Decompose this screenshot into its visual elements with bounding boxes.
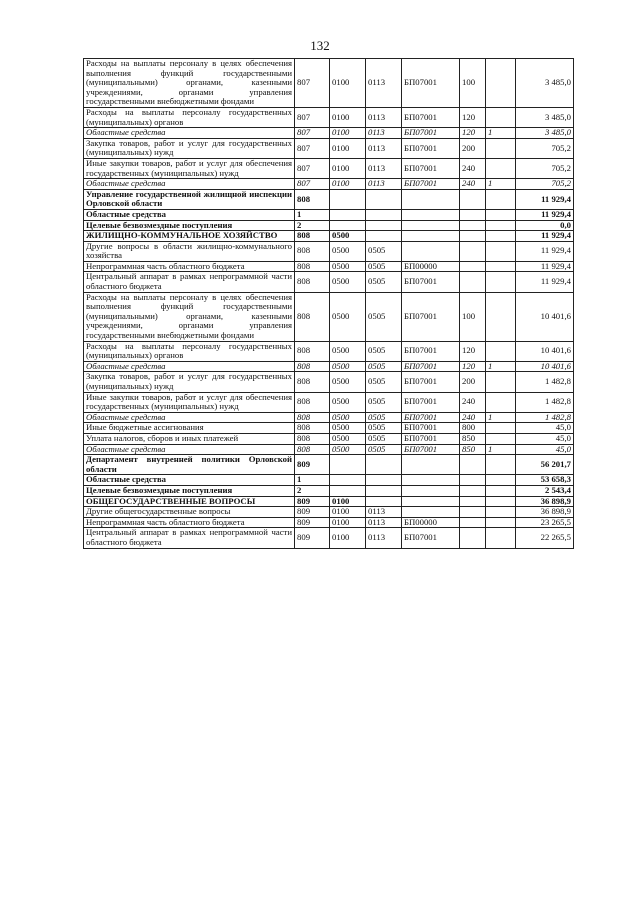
cell-amount: 11 929,4 [516,189,574,209]
cell-row-name: Иные закупки товаров, работ и услуг для обеспечения государственных (муниципальных) нужд [84,392,295,412]
cell-source-code: 1 [486,128,516,139]
cell-amount: 3 485,0 [516,59,574,108]
cell-source-code [486,455,516,475]
cell-subsection-code: 0505 [366,292,402,341]
cell-source-code [486,261,516,272]
table-row [84,209,574,220]
table-row [84,231,574,242]
cell-target-article: БП07001 [402,107,460,127]
cell-amount: 36 898,9 [516,496,574,507]
table-row [84,138,574,158]
cell-row-name: Иные бюджетные ассигнования [84,423,295,434]
cell-ministry-code: 807 [295,128,330,139]
cell-target-article [402,209,460,220]
cell-source-code [486,475,516,486]
cell-source-code [486,372,516,392]
cell-subsection-code: 0113 [366,107,402,127]
cell-section-code: 0500 [330,231,366,242]
table-row [84,220,574,231]
cell-row-name: Областные средства [84,209,295,220]
cell-target-article: БП07001 [402,272,460,292]
cell-section-code: 0100 [330,528,366,548]
cell-source-code [486,241,516,261]
cell-source-code [486,507,516,518]
cell-target-article [402,220,460,231]
cell-expense-type [460,496,486,507]
cell-expense-type [460,189,486,209]
cell-expense-type [460,220,486,231]
cell-row-name: Другие вопросы в области жилищно-коммунального хозяйства [84,241,295,261]
cell-ministry-code: 807 [295,138,330,158]
cell-target-article [402,485,460,496]
cell-target-article: БП07001 [402,138,460,158]
cell-row-name: Центральный аппарат в рамках непрограммной части областного бюджета [84,528,295,548]
cell-source-code [486,433,516,444]
cell-subsection-code [366,485,402,496]
cell-subsection-code [366,496,402,507]
cell-row-name: Уплата налогов, сборов и иных платежей [84,433,295,444]
cell-source-code: 1 [486,444,516,455]
cell-expense-type [460,209,486,220]
cell-subsection-code: 0505 [366,372,402,392]
cell-expense-type: 100 [460,59,486,108]
cell-target-article: БП07001 [402,158,460,178]
table-row [84,158,574,178]
cell-ministry-code: 807 [295,158,330,178]
cell-ministry-code: 809 [295,496,330,507]
cell-subsection-code: 0505 [366,241,402,261]
cell-source-code [486,485,516,496]
cell-amount: 0,0 [516,220,574,231]
cell-source-code: 1 [486,179,516,190]
table-row [84,361,574,372]
cell-target-article: БП07001 [402,392,460,412]
cell-section-code: 0100 [330,158,366,178]
cell-target-article: БП07001 [402,412,460,423]
cell-target-article: БП07001 [402,423,460,434]
cell-target-article [402,189,460,209]
cell-target-article: БП07001 [402,528,460,548]
cell-subsection-code: 0505 [366,272,402,292]
cell-subsection-code [366,475,402,486]
cell-row-name: Расходы на выплаты персоналу в целях обеспечения выполнения функций государственными (муниципальными) органами, казенными учреждениями, органами управления государственными внебюджетными фондами [84,292,295,341]
cell-amount: 705,2 [516,179,574,190]
cell-ministry-code: 1 [295,209,330,220]
cell-ministry-code: 808 [295,412,330,423]
cell-expense-type [460,517,486,528]
table-row [84,107,574,127]
table-row [84,485,574,496]
cell-source-code [486,158,516,178]
cell-subsection-code [366,231,402,242]
cell-expense-type [460,528,486,548]
cell-expense-type: 100 [460,292,486,341]
cell-row-name: Закупка товаров, работ и услуг для государственных (муниципальных) нужд [84,138,295,158]
cell-section-code: 0500 [330,433,366,444]
table-row [84,189,574,209]
cell-target-article [402,475,460,486]
table-row [84,444,574,455]
table-row [84,496,574,507]
cell-subsection-code: 0505 [366,433,402,444]
cell-subsection-code: 0505 [366,261,402,272]
cell-expense-type: 120 [460,128,486,139]
cell-row-name: Непрограммная часть областного бюджета [84,517,295,528]
cell-section-code: 0100 [330,517,366,528]
cell-source-code [486,189,516,209]
cell-target-article: БП07001 [402,59,460,108]
cell-amount: 11 929,4 [516,261,574,272]
cell-expense-type [460,475,486,486]
cell-ministry-code: 808 [295,392,330,412]
cell-section-code: 0500 [330,272,366,292]
cell-source-code [486,209,516,220]
cell-target-article: БП07001 [402,128,460,139]
cell-expense-type [460,507,486,518]
cell-row-name: Областные средства [84,475,295,486]
cell-section-code: 0500 [330,241,366,261]
cell-amount: 11 929,4 [516,272,574,292]
cell-ministry-code: 809 [295,517,330,528]
table-row [84,528,574,548]
cell-source-code [486,272,516,292]
cell-amount: 2 543,4 [516,485,574,496]
cell-amount: 3 485,0 [516,107,574,127]
cell-row-name: Расходы на выплаты персоналу в целях обеспечения выполнения функций государственными (муниципальными) органами, казенными учреждениями, органами управления государственными внебюджетными фондами [84,59,295,108]
table-row [84,423,574,434]
cell-row-name: Закупка товаров, работ и услуг для государственных (муниципальных) нужд [84,372,295,392]
cell-section-code: 0100 [330,138,366,158]
cell-expense-type [460,231,486,242]
cell-source-code [486,107,516,127]
cell-amount: 10 401,6 [516,292,574,341]
cell-expense-type: 240 [460,392,486,412]
cell-expense-type: 120 [460,361,486,372]
cell-amount: 1 482,8 [516,392,574,412]
cell-section-code: 0100 [330,179,366,190]
cell-section-code: 0500 [330,444,366,455]
cell-subsection-code: 0113 [366,59,402,108]
cell-ministry-code: 808 [295,444,330,455]
cell-subsection-code: 0113 [366,138,402,158]
table-row [84,455,574,475]
cell-section-code [330,485,366,496]
cell-section-code: 0500 [330,261,366,272]
cell-target-article: БП00000 [402,261,460,272]
cell-target-article [402,241,460,261]
cell-expense-type: 850 [460,444,486,455]
cell-row-name: ЖИЛИЩНО-КОММУНАЛЬНОЕ ХОЗЯЙСТВО [84,231,295,242]
cell-target-article: БП07001 [402,179,460,190]
cell-source-code [486,231,516,242]
cell-amount: 56 201,7 [516,455,574,475]
cell-expense-type: 240 [460,158,486,178]
cell-amount: 22 265,5 [516,528,574,548]
cell-expense-type: 120 [460,341,486,361]
cell-section-code: 0100 [330,496,366,507]
cell-amount: 3 485,0 [516,128,574,139]
cell-ministry-code: 808 [295,261,330,272]
cell-section-code: 0500 [330,292,366,341]
cell-row-name: Непрограммная часть областного бюджета [84,261,295,272]
cell-subsection-code: 0113 [366,528,402,548]
cell-target-article [402,496,460,507]
cell-ministry-code: 808 [295,372,330,392]
cell-amount: 705,2 [516,138,574,158]
cell-target-article: БП07001 [402,433,460,444]
budget-table [83,58,574,549]
cell-subsection-code: 0505 [366,392,402,412]
cell-ministry-code: 808 [295,423,330,434]
cell-row-name: Другие общегосударственные вопросы [84,507,295,518]
cell-subsection-code: 0505 [366,444,402,455]
cell-section-code: 0100 [330,59,366,108]
cell-row-name: ОБЩЕГОСУДАРСТВЕННЫЕ ВОПРОСЫ [84,496,295,507]
cell-expense-type: 120 [460,107,486,127]
cell-row-name: Областные средства [84,128,295,139]
cell-source-code [486,220,516,231]
cell-row-name: Областные средства [84,361,295,372]
cell-section-code [330,189,366,209]
cell-source-code [486,341,516,361]
cell-ministry-code: 808 [295,231,330,242]
cell-ministry-code: 808 [295,189,330,209]
table-row [84,272,574,292]
cell-amount: 11 929,4 [516,241,574,261]
page-number: 132 [310,38,330,53]
cell-ministry-code: 808 [295,241,330,261]
cell-subsection-code: 0505 [366,341,402,361]
cell-amount: 45,0 [516,444,574,455]
cell-ministry-code: 808 [295,341,330,361]
cell-subsection-code [366,455,402,475]
table-row [84,517,574,528]
cell-amount: 53 658,3 [516,475,574,486]
cell-row-name: Областные средства [84,444,295,455]
cell-amount: 23 265,5 [516,517,574,528]
cell-source-code: 1 [486,412,516,423]
cell-amount: 45,0 [516,433,574,444]
cell-section-code: 0500 [330,392,366,412]
cell-subsection-code: 0113 [366,128,402,139]
cell-source-code [486,423,516,434]
cell-ministry-code: 1 [295,475,330,486]
cell-subsection-code [366,209,402,220]
cell-section-code: 0500 [330,341,366,361]
cell-section-code: 0100 [330,107,366,127]
cell-section-code: 0500 [330,423,366,434]
cell-subsection-code [366,220,402,231]
cell-ministry-code: 809 [295,528,330,548]
table-row [84,128,574,139]
cell-source-code [486,528,516,548]
cell-row-name: Расходы на выплаты персоналу государственных (муниципальных) органов [84,341,295,361]
cell-row-name: Областные средства [84,412,295,423]
cell-ministry-code: 808 [295,292,330,341]
cell-ministry-code: 2 [295,485,330,496]
cell-ministry-code: 809 [295,455,330,475]
cell-amount: 11 929,4 [516,231,574,242]
cell-expense-type: 800 [460,423,486,434]
cell-section-code [330,209,366,220]
table-row [84,392,574,412]
cell-subsection-code: 0113 [366,158,402,178]
cell-ministry-code: 808 [295,433,330,444]
table-row [84,179,574,190]
cell-subsection-code: 0505 [366,412,402,423]
table-row [84,241,574,261]
cell-section-code [330,475,366,486]
cell-ministry-code: 807 [295,59,330,108]
cell-source-code: 1 [486,361,516,372]
table-row [84,292,574,341]
cell-amount: 10 401,6 [516,361,574,372]
cell-expense-type [460,241,486,261]
cell-amount: 11 929,4 [516,209,574,220]
cell-source-code [486,496,516,507]
cell-section-code: 0100 [330,128,366,139]
cell-ministry-code: 808 [295,272,330,292]
cell-amount: 705,2 [516,158,574,178]
budget-table-body [84,59,574,549]
cell-expense-type [460,485,486,496]
cell-expense-type: 240 [460,179,486,190]
cell-target-article: БП07001 [402,444,460,455]
cell-source-code [486,138,516,158]
cell-amount: 45,0 [516,423,574,434]
cell-target-article [402,455,460,475]
cell-expense-type [460,272,486,292]
table-row [84,433,574,444]
cell-subsection-code: 0113 [366,179,402,190]
table-row [84,507,574,518]
cell-subsection-code: 0505 [366,423,402,434]
cell-expense-type: 240 [460,412,486,423]
cell-target-article: БП07001 [402,292,460,341]
cell-row-name: Целевые безвозмездные поступления [84,485,295,496]
cell-row-name: Управление государственной жилищной инспекции Орловской области [84,189,295,209]
cell-section-code [330,455,366,475]
cell-section-code: 0500 [330,361,366,372]
cell-subsection-code [366,189,402,209]
cell-section-code: 0100 [330,507,366,518]
cell-ministry-code: 2 [295,220,330,231]
cell-row-name: Целевые безвозмездные поступления [84,220,295,231]
cell-ministry-code: 807 [295,179,330,190]
cell-target-article [402,507,460,518]
cell-subsection-code: 0113 [366,507,402,518]
cell-row-name: Расходы на выплаты персоналу государственных (муниципальных) органов [84,107,295,127]
cell-section-code: 0500 [330,412,366,423]
cell-target-article: БП07001 [402,372,460,392]
cell-expense-type: 850 [460,433,486,444]
cell-amount: 1 482,8 [516,372,574,392]
cell-amount: 36 898,9 [516,507,574,518]
table-row [84,341,574,361]
cell-ministry-code: 808 [295,361,330,372]
cell-source-code [486,517,516,528]
cell-source-code [486,392,516,412]
cell-expense-type [460,455,486,475]
table-row [84,475,574,486]
cell-amount: 10 401,6 [516,341,574,361]
cell-ministry-code: 809 [295,507,330,518]
cell-expense-type: 200 [460,138,486,158]
cell-subsection-code: 0113 [366,517,402,528]
cell-target-article: БП07001 [402,361,460,372]
cell-row-name: Центральный аппарат в рамках непрограммной части областного бюджета [84,272,295,292]
cell-row-name: Департамент внутренней политики Орловской области [84,455,295,475]
cell-amount: 1 482,8 [516,412,574,423]
cell-expense-type [460,261,486,272]
cell-target-article: БП07001 [402,341,460,361]
table-row [84,261,574,272]
cell-subsection-code: 0505 [366,361,402,372]
cell-section-code [330,220,366,231]
cell-target-article: БП00000 [402,517,460,528]
table-row [84,372,574,392]
cell-source-code [486,292,516,341]
table-row [84,412,574,423]
cell-source-code [486,59,516,108]
cell-expense-type: 200 [460,372,486,392]
cell-row-name: Иные закупки товаров, работ и услуг для обеспечения государственных (муниципальных) нужд [84,158,295,178]
cell-target-article [402,231,460,242]
cell-section-code: 0500 [330,372,366,392]
table-row [84,59,574,108]
cell-row-name: Областные средства [84,179,295,190]
cell-ministry-code: 807 [295,107,330,127]
